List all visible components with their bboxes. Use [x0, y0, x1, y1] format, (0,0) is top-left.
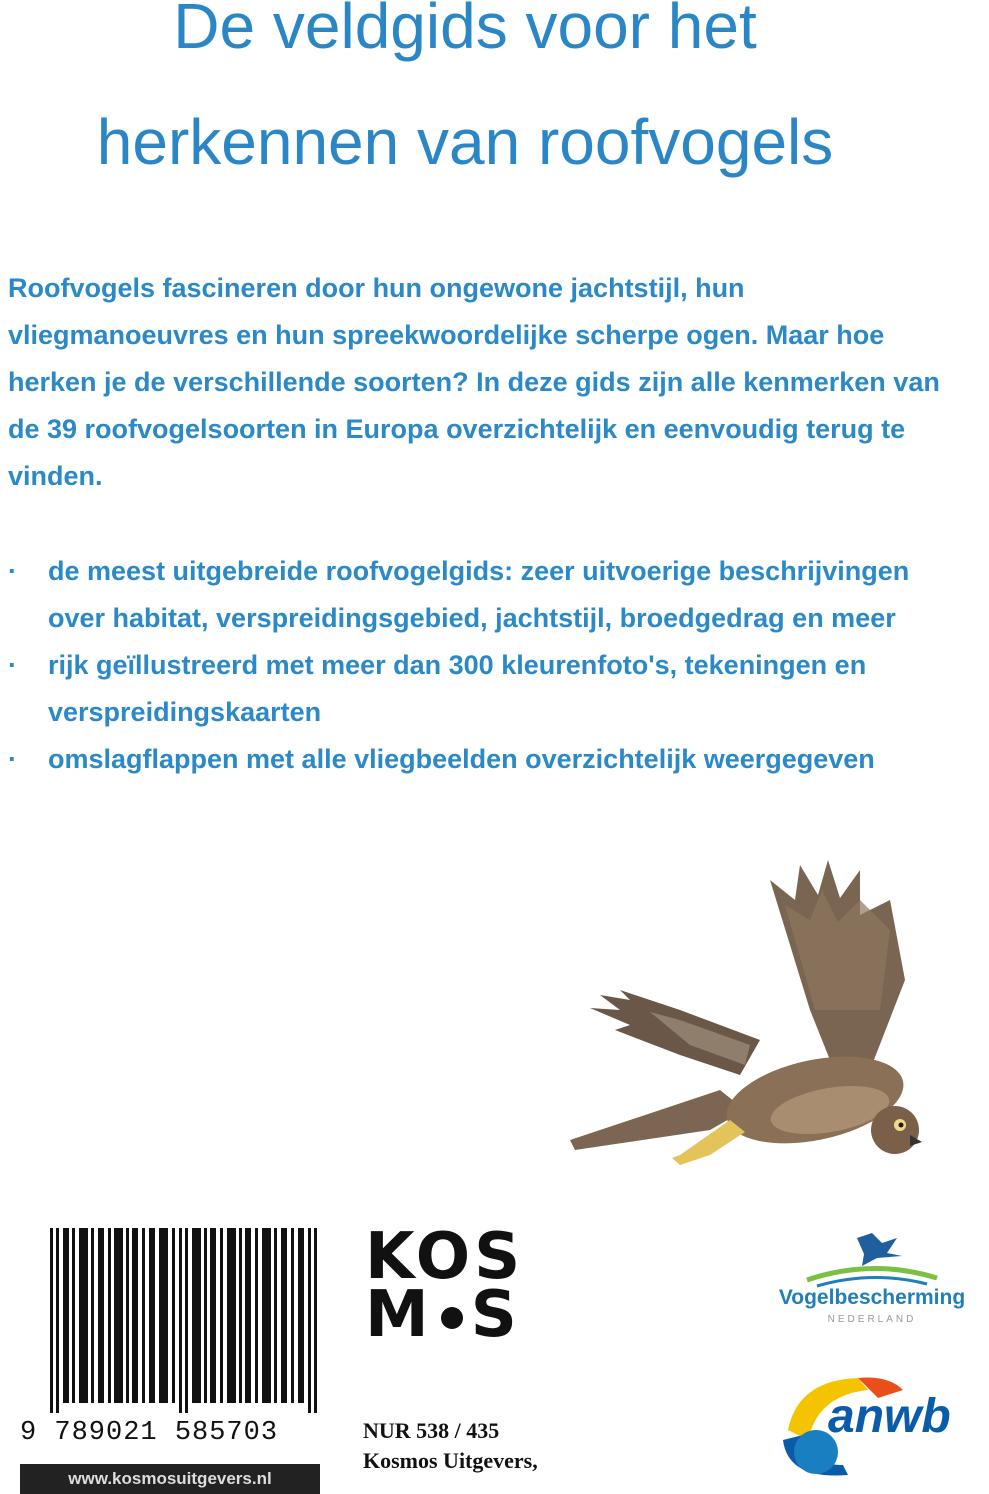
kosmos-logo	[365, 1220, 535, 1352]
feature-list	[8, 548, 968, 783]
bullet-marker: ·	[8, 556, 17, 586]
nur-code: NUR 538 / 435	[363, 1418, 500, 1443]
intro-paragraph: Roofvogels fascineren door hun ongewone jachtstijl, hun vliegmanoeuvres en hun spreekwoordelijke scherpe ogen. Maar hoe herken je de verschillende soorten? In deze gids zijn alle kenmerken van de 39 roofvogelsoorten in Europa overzichtelijk en eenvoudig terug te vinden.	[8, 273, 940, 491]
harrier-illustration	[560, 860, 930, 1180]
vogelbescherming-sub: NEDERLAND	[827, 1314, 917, 1325]
kosmos-dot-icon	[441, 1307, 463, 1329]
feature-item-1	[8, 548, 968, 642]
feature-text-3: omslagflappen met alle vliegbeelden overzichtelijk weergegeven	[48, 744, 875, 774]
barcode	[20, 1228, 320, 1488]
publisher-url[interactable]: www.kosmosuitgevers.nl	[20, 1464, 320, 1494]
kosmos-logo-line1: KOS	[365, 1220, 525, 1294]
publisher-name: Kosmos Uitgevers,	[363, 1448, 538, 1473]
anwb-text: anwb	[828, 1390, 951, 1443]
kosmos-logo-line2	[365, 1278, 535, 1352]
feature-text-1: de meest uitgebreide roofvogelgids: zeer uitvoerige beschrijvingen over habitat, verspreidingsgebied, jachtstijl, broedgedrag en meer	[48, 556, 910, 633]
kosmos-logo-s: S	[470, 1278, 521, 1352]
title-line-1: De veldgids voor het	[173, 0, 757, 62]
feature-text-2: rijk geïllustreerd met meer dan 300 kleurenfoto's, tekeningen en verspreidingskaarten	[48, 650, 867, 727]
feature-item-3	[8, 736, 968, 783]
kosmos-logo-m: M	[365, 1278, 433, 1352]
bullet-marker: ·	[8, 650, 17, 680]
publisher-info	[363, 1416, 538, 1476]
vogelbescherming-logo	[762, 1228, 982, 1338]
title-line-2: herkennen van roofvogels	[96, 106, 834, 178]
isbn-number: 9 789021 585703	[20, 1418, 279, 1448]
bullet-marker: ·	[8, 744, 17, 774]
bird-logo-icon	[802, 1228, 942, 1288]
vogelbescherming-name: Vogelbescherming	[778, 1286, 966, 1309]
anwb-swoosh-icon	[768, 1370, 978, 1484]
barcode-bars	[50, 1228, 320, 1413]
anwb-logo	[768, 1370, 978, 1484]
feature-item-2	[8, 642, 968, 736]
